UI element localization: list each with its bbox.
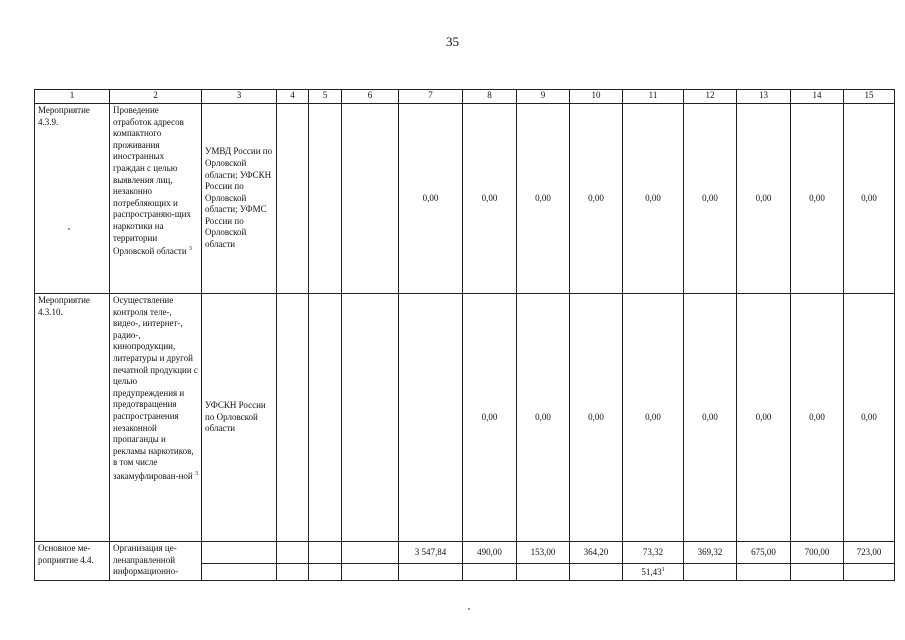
empty-cell <box>684 564 737 581</box>
empty-cell <box>791 564 844 581</box>
empty-cell <box>309 104 342 294</box>
sub-value-cell: 51,43$^1$ <box>623 564 684 581</box>
footnote-mark: 3 <box>195 470 198 477</box>
value-cell: 0,00 <box>684 104 737 294</box>
value-cell: 723,00 <box>844 542 895 564</box>
header-cell: 10 <box>570 90 623 104</box>
empty-cell <box>277 542 309 564</box>
value-cell: 0,00 <box>791 294 844 542</box>
value-cell: 0,00 <box>737 294 791 542</box>
value-cell: 0,00 <box>463 104 517 294</box>
value-cell: 0,00 <box>844 104 895 294</box>
empty-cell <box>309 294 342 542</box>
header-cell: 1 <box>35 90 110 104</box>
footnote-mark: 1 <box>661 567 665 573</box>
value-cell: 153,00 <box>517 542 570 564</box>
header-cell: 5 <box>309 90 342 104</box>
executor-cell: УФСКН России по Орловской области <box>202 294 277 542</box>
value-cell: 700,00 <box>791 542 844 564</box>
header-cell: 4 <box>277 90 309 104</box>
footnote-mark: 3 <box>188 246 192 253</box>
table-row <box>35 104 895 294</box>
description-cell: Проведение отработок адресов компактного проживания иностранных граждан с целью выявления лиц, незаконно потребляющих и распространяю-щих наркотики на территории Орловской области $^3$ <box>110 104 202 294</box>
value-cell: 0,00 <box>623 104 684 294</box>
header-row <box>35 90 895 104</box>
empty-cell <box>517 564 570 581</box>
header-cell: 7 <box>399 90 463 104</box>
value-cell: 0,00 <box>844 294 895 542</box>
value-cell: 0,00 <box>684 294 737 542</box>
empty-cell <box>342 542 399 564</box>
header-cell: 2 <box>110 90 202 104</box>
description-cell: Осуществление контроля теле-, видео-, интернет-, радио-, кинопродукции, литературы и другой печатной продукции с целью предупреждения и предотвращения распространения незаконной пропаганды и рекламы наркотиков, в том числе закамуфлирован-ной $^3$ <box>110 294 202 542</box>
value-cell: 490,00 <box>463 542 517 564</box>
value-cell: 369,32 <box>684 542 737 564</box>
value-cell: 0,00 <box>399 104 463 294</box>
value-cell: 364,20 <box>570 542 623 564</box>
empty-cell <box>277 104 309 294</box>
description-cell: Организация це-ленаправленной информационно- <box>110 542 202 581</box>
empty-cell <box>399 564 463 581</box>
header-cell: 13 <box>737 90 791 104</box>
value-cell: 0,00 <box>570 104 623 294</box>
empty-cell <box>309 542 342 564</box>
header-cell: 12 <box>684 90 737 104</box>
value-cell: 0,00 <box>517 104 570 294</box>
empty-cell <box>277 564 309 581</box>
scan-speck <box>68 228 70 230</box>
value-cell: 675,00 <box>737 542 791 564</box>
value-cell <box>399 294 463 542</box>
header-cell: 15 <box>844 90 895 104</box>
header-cell: 6 <box>342 90 399 104</box>
table-row <box>35 542 895 564</box>
empty-cell <box>844 564 895 581</box>
value-cell: 0,00 <box>737 104 791 294</box>
empty-cell <box>342 564 399 581</box>
empty-cell <box>202 564 277 581</box>
value-cell: 0,00 <box>623 294 684 542</box>
executor-cell <box>202 542 277 564</box>
measure-cell: Мероприятие 4.3.9. <box>35 104 110 294</box>
executor-cell: УМВД России по Орловской области; УФСКН России по Орловской области; УФМС России по Орловской области <box>202 104 277 294</box>
empty-cell <box>309 564 342 581</box>
value-cell: 73,32 <box>623 542 684 564</box>
empty-cell <box>570 564 623 581</box>
value-cell: 3 547,84 <box>399 542 463 564</box>
header-cell: 14 <box>791 90 844 104</box>
empty-cell <box>737 564 791 581</box>
empty-cell <box>277 294 309 542</box>
header-cell: 11 <box>623 90 684 104</box>
program-table <box>34 89 895 581</box>
measure-cell: Основное ме-роприятие 4.4. <box>35 542 110 581</box>
header-cell: 9 <box>517 90 570 104</box>
measure-cell: Мероприятие 4.3.10. <box>35 294 110 542</box>
empty-cell <box>463 564 517 581</box>
value-cell: 0,00 <box>570 294 623 542</box>
empty-cell <box>342 294 399 542</box>
value-cell: 0,00 <box>791 104 844 294</box>
header-cell: 8 <box>463 90 517 104</box>
header-cell: 3 <box>202 90 277 104</box>
value-cell: 0,00 <box>517 294 570 542</box>
empty-cell <box>342 104 399 294</box>
table-row <box>35 294 895 542</box>
page-number: 35 <box>446 34 459 49</box>
scan-speck <box>468 608 470 610</box>
value-cell: 0,00 <box>463 294 517 542</box>
